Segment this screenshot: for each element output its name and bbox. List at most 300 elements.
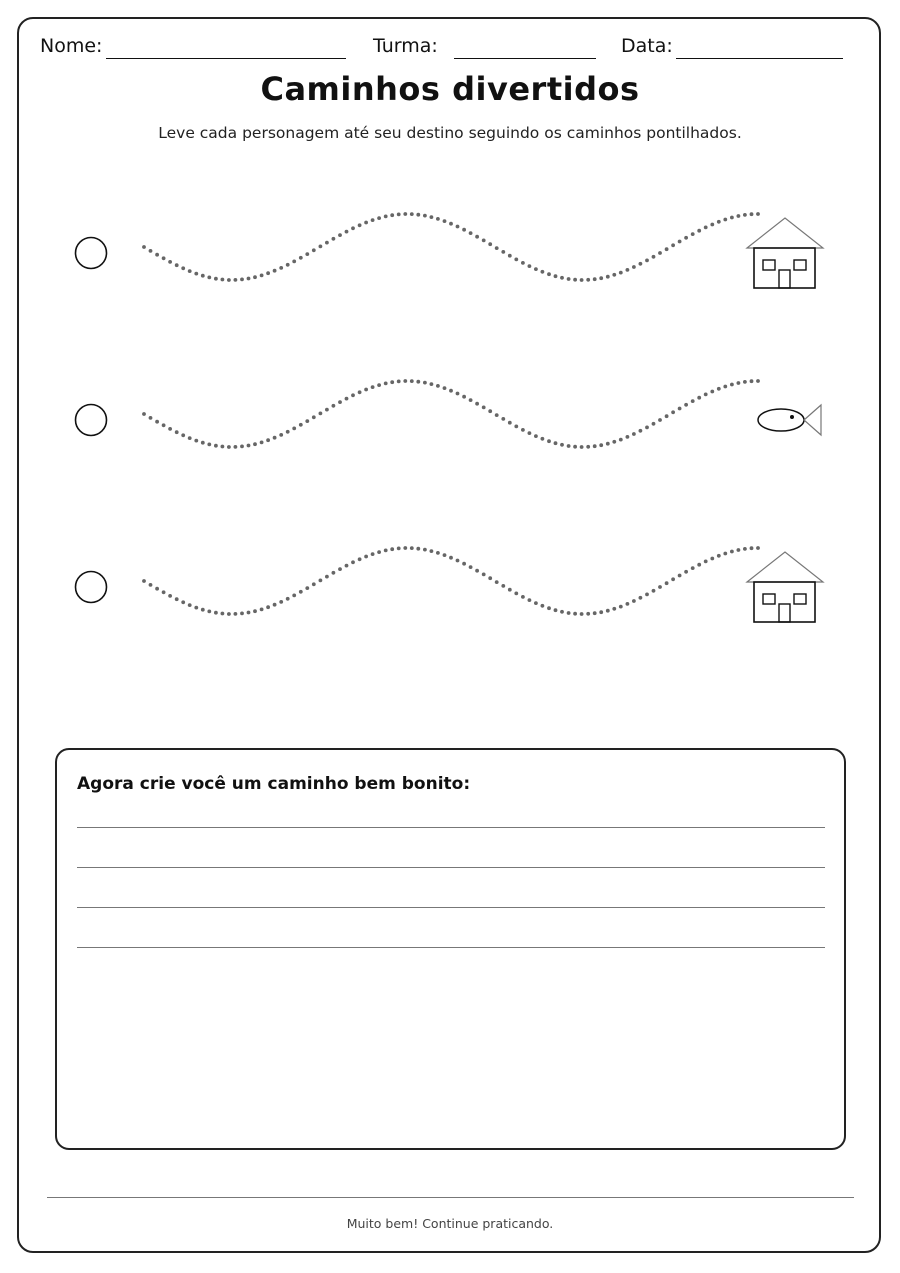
path-dot <box>534 434 538 438</box>
path-dot <box>691 399 695 403</box>
path-dot <box>266 605 270 609</box>
path-dot <box>593 277 597 281</box>
path-dot <box>214 611 218 615</box>
path-dot <box>730 550 734 554</box>
start-circle <box>76 405 107 436</box>
path-dot <box>573 612 577 616</box>
path-dot <box>240 612 244 616</box>
path-dot <box>619 605 623 609</box>
date-label: Data: <box>621 35 673 57</box>
path-dot <box>305 252 309 256</box>
path-dot <box>227 612 231 616</box>
path-dot <box>756 379 760 383</box>
path-dot <box>462 395 466 399</box>
path-dot <box>279 266 283 270</box>
writing-line[interactable] <box>77 827 825 828</box>
path-dot <box>626 268 630 272</box>
path-dot <box>697 229 701 233</box>
path-dot <box>671 577 675 581</box>
path-dot <box>750 546 754 550</box>
path-dot <box>142 245 146 249</box>
page-title: Caminhos divertidos <box>260 70 640 108</box>
path-dot <box>697 563 701 567</box>
path-dot <box>514 592 518 596</box>
path-dot <box>534 601 538 605</box>
path-dot <box>338 567 342 571</box>
path-dot <box>247 611 251 615</box>
path-dot <box>710 390 714 394</box>
drawing-box <box>55 748 846 1150</box>
path-dot <box>593 444 597 448</box>
path-dot <box>345 230 349 234</box>
start-circle <box>76 238 107 269</box>
path-dot <box>645 426 649 430</box>
path-row <box>76 546 824 622</box>
path-dot <box>541 604 545 608</box>
path-dot <box>247 444 251 448</box>
path-dot <box>299 256 303 260</box>
path-dot <box>449 556 453 560</box>
path-dot <box>273 436 277 440</box>
path-dot <box>325 241 329 245</box>
path-dot <box>142 579 146 583</box>
path-dot <box>737 548 741 552</box>
path-dot <box>168 427 172 431</box>
path-dot <box>514 425 518 429</box>
path-dot <box>528 598 532 602</box>
path-dot <box>612 273 616 277</box>
path-dot <box>475 235 479 239</box>
path-dot <box>397 213 401 217</box>
path-dot <box>436 551 440 555</box>
path-dot <box>201 274 205 278</box>
path-dot <box>188 269 192 273</box>
path-dot <box>482 406 486 410</box>
path-dot <box>201 608 205 612</box>
path-dot <box>671 410 675 414</box>
path-dot <box>710 557 714 561</box>
path-dot <box>632 432 636 436</box>
path-dot <box>514 258 518 262</box>
path-dot <box>364 388 368 392</box>
path-dot <box>508 588 512 592</box>
path-dot <box>214 277 218 281</box>
path-dot <box>168 260 172 264</box>
path-dot <box>286 597 290 601</box>
path-dot <box>201 441 205 445</box>
house-icon <box>747 552 823 622</box>
path-dot <box>554 274 558 278</box>
path-dot <box>443 553 447 557</box>
path-dot <box>528 264 532 268</box>
house-icon <box>747 218 823 288</box>
instructions-text: Leve cada personagem até seu destino seguindo os caminhos pontilhados. <box>158 124 742 142</box>
path-dot <box>175 597 179 601</box>
path-dot <box>678 574 682 578</box>
path-dot <box>351 226 355 230</box>
path-dot <box>449 222 453 226</box>
path-dot <box>371 552 375 556</box>
path-dot <box>305 586 309 590</box>
path-dot <box>534 267 538 271</box>
path-dot <box>390 380 394 384</box>
path-dot <box>501 417 505 421</box>
path-dot <box>501 250 505 254</box>
path-dot <box>279 600 283 604</box>
path-dot <box>384 215 388 219</box>
path-dot <box>756 212 760 216</box>
path-dot <box>528 431 532 435</box>
path-dot <box>462 562 466 566</box>
path-dot <box>155 420 159 424</box>
path-dot <box>469 231 473 235</box>
path-dot <box>612 607 616 611</box>
path-dot <box>260 608 264 612</box>
writing-line[interactable] <box>77 907 825 908</box>
path-dot <box>475 569 479 573</box>
path-dot <box>547 272 551 276</box>
path-dot <box>495 246 499 250</box>
path-dot <box>247 277 251 281</box>
path-dot <box>488 242 492 246</box>
path-dot <box>371 385 375 389</box>
path-dot <box>443 386 447 390</box>
path-dot <box>665 414 669 418</box>
path-dot <box>488 409 492 413</box>
path-dot <box>286 430 290 434</box>
path-dot <box>593 611 597 615</box>
path-dot <box>332 237 336 241</box>
path-dot <box>521 595 525 599</box>
path-dot <box>423 381 427 385</box>
path-dot <box>181 433 185 437</box>
path-dot <box>384 382 388 386</box>
path-dot <box>397 380 401 384</box>
path-dot <box>390 213 394 217</box>
path-dot <box>626 602 630 606</box>
path-dot <box>325 575 329 579</box>
path-dot <box>266 438 270 442</box>
path-dot <box>338 400 342 404</box>
path-dot <box>443 219 447 223</box>
path-dot <box>756 546 760 550</box>
path-dot <box>221 278 225 282</box>
path-dot <box>371 218 375 222</box>
path-dot <box>181 600 185 604</box>
path-dot <box>717 554 721 558</box>
path-dot <box>423 214 427 218</box>
path-dot <box>364 221 368 225</box>
path-dot <box>155 253 159 257</box>
path-dot <box>384 549 388 553</box>
path-dot <box>207 276 211 280</box>
path-dot <box>612 440 616 444</box>
path-dot <box>632 599 636 603</box>
path-dot <box>338 233 342 237</box>
path-dot <box>652 255 656 259</box>
path-dot <box>227 445 231 449</box>
path-dot <box>508 421 512 425</box>
path-dot <box>456 392 460 396</box>
path-dot <box>142 412 146 416</box>
path-dot <box>403 379 407 383</box>
path-dot <box>449 389 453 393</box>
path-dot <box>456 225 460 229</box>
path-dot <box>665 247 669 251</box>
path-dot <box>580 278 584 282</box>
path-dot <box>717 387 721 391</box>
path-dot <box>737 214 741 218</box>
path-dot <box>586 445 590 449</box>
path-dot <box>554 608 558 612</box>
path-dot <box>175 263 179 267</box>
path-dot <box>704 226 708 230</box>
path-dot <box>665 581 669 585</box>
path-dot <box>194 606 198 610</box>
path-dot <box>162 423 166 427</box>
path-dot <box>639 262 643 266</box>
path-dot <box>691 566 695 570</box>
path-dot <box>508 254 512 258</box>
path-dot <box>227 278 231 282</box>
path-dot <box>253 442 257 446</box>
path-dot <box>162 590 166 594</box>
path-dot <box>691 232 695 236</box>
path-dot <box>319 579 323 583</box>
path-dot <box>312 415 316 419</box>
path-dot <box>149 249 153 253</box>
path-dot <box>560 276 564 280</box>
path-dot <box>495 413 499 417</box>
path-dot <box>332 404 336 408</box>
writing-line[interactable] <box>77 947 825 948</box>
path-dot <box>416 380 420 384</box>
path-dot <box>723 552 727 556</box>
path-dot <box>462 228 466 232</box>
path-dot <box>678 240 682 244</box>
path-dot <box>684 570 688 574</box>
path-dot <box>580 612 584 616</box>
path-dot <box>299 590 303 594</box>
path-dot <box>730 383 734 387</box>
path-dot <box>345 397 349 401</box>
path-dot <box>554 441 558 445</box>
path-dot <box>358 557 362 561</box>
path-dot <box>743 213 747 217</box>
class-label: Turma: <box>373 35 438 57</box>
path-dot <box>652 422 656 426</box>
path-dot <box>599 610 603 614</box>
path-dot <box>397 547 401 551</box>
path-dot <box>599 276 603 280</box>
footer-divider <box>47 1197 854 1198</box>
start-circle <box>76 572 107 603</box>
path-dot <box>606 442 610 446</box>
path-dot <box>332 571 336 575</box>
path-dot <box>430 382 434 386</box>
path-dot <box>697 396 701 400</box>
path-dot <box>305 419 309 423</box>
path-dot <box>704 393 708 397</box>
name-label: Nome: <box>40 35 103 57</box>
path-dot <box>658 585 662 589</box>
path-dot <box>469 565 473 569</box>
path-dot <box>410 212 414 216</box>
path-dot <box>626 435 630 439</box>
path-dot <box>253 609 257 613</box>
path-dot <box>312 248 316 252</box>
path-dot <box>260 274 264 278</box>
path-dot <box>645 259 649 263</box>
path-dot <box>482 573 486 577</box>
path-dot <box>273 269 277 273</box>
path-dot <box>410 546 414 550</box>
path-dot <box>743 380 747 384</box>
path-dot <box>319 245 323 249</box>
path-dot <box>599 443 603 447</box>
path-dot <box>149 583 153 587</box>
path-dot <box>214 444 218 448</box>
path-dot <box>221 445 225 449</box>
path-dot <box>671 243 675 247</box>
path-dot <box>652 589 656 593</box>
path-dot <box>541 437 545 441</box>
path-dot <box>423 548 427 552</box>
path-dot <box>175 430 179 434</box>
path-dot <box>560 610 564 614</box>
path-dot <box>619 438 623 442</box>
path-dot <box>168 594 172 598</box>
path-dot <box>586 278 590 282</box>
path-dot <box>469 398 473 402</box>
path-dot <box>482 239 486 243</box>
path-dot <box>547 439 551 443</box>
path-dot <box>234 445 238 449</box>
path-dot <box>723 385 727 389</box>
path-dot <box>684 403 688 407</box>
path-dot <box>678 407 682 411</box>
path-dot <box>299 423 303 427</box>
path-dot <box>325 408 329 412</box>
path-dot <box>521 428 525 432</box>
path-dot <box>149 416 153 420</box>
path-dot <box>403 212 407 216</box>
fish-icon <box>758 405 821 435</box>
path-dot <box>312 582 316 586</box>
path-dot <box>390 547 394 551</box>
path-dot <box>207 610 211 614</box>
path-dot <box>410 379 414 383</box>
path-dot <box>632 265 636 269</box>
path-dot <box>240 445 244 449</box>
path-dot <box>573 278 577 282</box>
path-dot <box>260 441 264 445</box>
path-dot <box>155 587 159 591</box>
path-dot <box>606 609 610 613</box>
path-dot <box>436 384 440 388</box>
path-dot <box>253 275 257 279</box>
path-dot <box>639 596 643 600</box>
path-row <box>76 212 824 288</box>
path-dot <box>639 429 643 433</box>
drawing-box-prompt: Agora crie você um caminho bem bonito: <box>77 774 471 794</box>
path-dot <box>430 549 434 553</box>
path-dot <box>345 564 349 568</box>
path-dot <box>286 263 290 267</box>
path-dot <box>658 251 662 255</box>
path-dot <box>194 439 198 443</box>
path-dot <box>292 260 296 264</box>
writing-line[interactable] <box>77 867 825 868</box>
path-dot <box>194 272 198 276</box>
path-dot <box>704 560 708 564</box>
path-dot <box>541 270 545 274</box>
path-dot <box>377 383 381 387</box>
path-dot <box>292 594 296 598</box>
path-dot <box>710 223 714 227</box>
path-dot <box>684 236 688 240</box>
path-dot <box>430 215 434 219</box>
path-dot <box>586 612 590 616</box>
path-dot <box>750 212 754 216</box>
path-dot <box>221 612 225 616</box>
path-dot <box>292 427 296 431</box>
path-dot <box>403 546 407 550</box>
path-dot <box>456 559 460 563</box>
path-dot <box>181 266 185 270</box>
path-dot <box>240 278 244 282</box>
path-dot <box>416 213 420 217</box>
path-dot <box>266 271 270 275</box>
path-dot <box>488 576 492 580</box>
path-dot <box>567 277 571 281</box>
path-dot <box>279 433 283 437</box>
path-dot <box>234 278 238 282</box>
path-dot <box>351 393 355 397</box>
path-dot <box>606 275 610 279</box>
path-dot <box>717 220 721 224</box>
path-dot <box>188 603 192 607</box>
path-dot <box>567 611 571 615</box>
path-dot <box>737 381 741 385</box>
path-dot <box>234 612 238 616</box>
path-dot <box>495 580 499 584</box>
path-dot <box>501 584 505 588</box>
path-dot <box>377 216 381 220</box>
path-dot <box>162 256 166 260</box>
path-dot <box>436 217 440 221</box>
path-dot <box>723 218 727 222</box>
path-dot <box>743 547 747 551</box>
path-dot <box>645 593 649 597</box>
path-dot <box>358 390 362 394</box>
path-dot <box>580 445 584 449</box>
path-row <box>76 379 822 449</box>
path-dot <box>560 443 564 447</box>
path-dot <box>416 547 420 551</box>
path-dot <box>619 271 623 275</box>
footer-text: Muito bem! Continue praticando. <box>346 1216 554 1231</box>
path-dot <box>207 443 211 447</box>
path-dot <box>351 560 355 564</box>
path-dot <box>547 606 551 610</box>
path-dot <box>521 261 525 265</box>
path-dot <box>319 412 323 416</box>
path-dot <box>730 216 734 220</box>
path-dot <box>273 603 277 607</box>
path-dot <box>364 555 368 559</box>
path-dot <box>573 445 577 449</box>
